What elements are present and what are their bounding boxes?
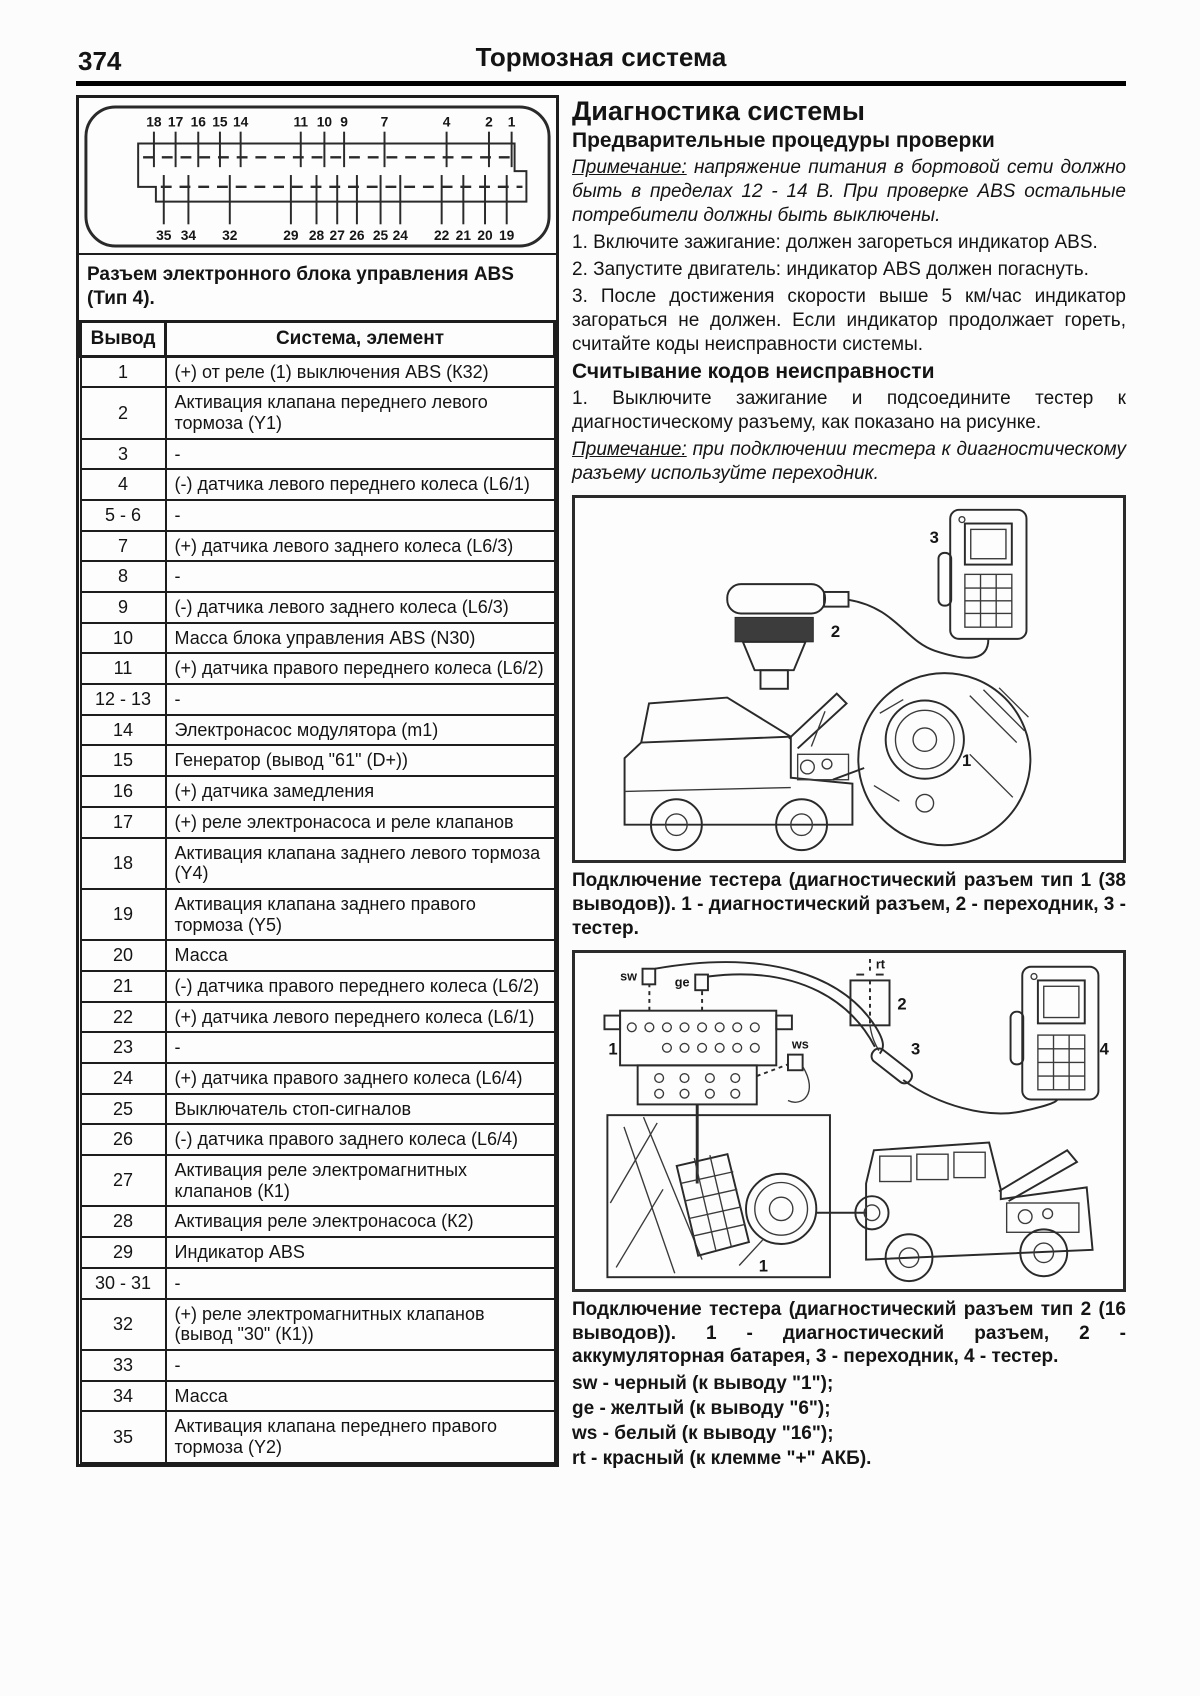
cable: [849, 600, 989, 658]
connector-caption: Разъем электронного блока управления ABS (Тип 4).: [87, 264, 514, 309]
pin-number-cell: 20: [81, 940, 166, 971]
pin-table: [79, 320, 556, 1464]
pin-number-cell: 25: [81, 1094, 166, 1125]
pin-table-row: [81, 356, 555, 387]
pin-number-label: 10: [316, 114, 333, 130]
fig2-caption: Подключение тестера (диагностический разъем тип 2 (16 выводов)). 1 - диагностический разъем, 2 - аккумуляторная батарея, 3 - переходник, 4 - тестер.: [572, 1298, 1126, 1368]
pin-number-label: 34: [180, 228, 197, 244]
ws-plug: [788, 1054, 803, 1070]
pin-system-cell: Выключатель стоп-сигналов: [166, 1094, 555, 1125]
pin-system-cell: (-) датчика правого заднего колеса (L6/4): [166, 1124, 555, 1155]
fig1-caption: Подключение тестера (диагностический разъем тип 1 (38 выводов)). 1 - диагностический разъем, 2 - переходник, 3 - тестер.: [572, 869, 1126, 939]
pin-number-label: 17: [167, 114, 184, 130]
pin-table-row: [81, 1124, 555, 1155]
pin-number-cell: 22: [81, 1002, 166, 1033]
figure-tester-type2-drawing: [579, 957, 1119, 1285]
pin-number-label: 7: [380, 114, 389, 130]
pin-number-cell: 11: [81, 653, 166, 684]
pin-table-row: [81, 1381, 555, 1412]
pin-number-cell: 10: [81, 623, 166, 654]
pin-number-cell: 1: [81, 356, 166, 387]
connector-drawing: [81, 101, 554, 253]
pin-number-label: 11: [293, 114, 309, 130]
pin-number-cell: 15: [81, 745, 166, 776]
pin-number-cell: 19: [81, 889, 166, 940]
pin-number-cell: 17: [81, 807, 166, 838]
pin-number-cell: 4: [81, 469, 166, 500]
pin-system-cell: Индикатор ABS: [166, 1237, 555, 1268]
pin-system-cell: Масса: [166, 1381, 555, 1412]
fig2-label-connector: 1: [608, 1039, 618, 1059]
pin-table-row: [81, 1206, 555, 1237]
ge-plug: [695, 974, 708, 990]
pin-number-label: 28: [308, 228, 325, 244]
pin-table-row: [81, 1299, 555, 1350]
pin-system-cell: (+) датчика левого переднего колеса (L6/1): [166, 1002, 555, 1033]
figure-tester-type1: [572, 495, 1126, 863]
pin-number-cell: 9: [81, 592, 166, 623]
wire-color-sw: sw - черный (к выводу "1");: [572, 1373, 834, 1395]
pin-table-row: [81, 838, 555, 889]
pin-system-cell: Электронасос модулятора (m1): [166, 715, 555, 746]
pin-number-label: 14: [232, 114, 249, 130]
pin-number-label: 4: [442, 114, 451, 130]
pin-system-cell: -: [166, 1350, 555, 1381]
pin-number-cell: 5 - 6: [81, 500, 166, 531]
pin-table-row: [81, 623, 555, 654]
sw-plug: [643, 968, 656, 984]
pin-table-row: [81, 387, 555, 438]
pin-system-cell: (+) датчика правого заднего колеса (L6/4): [166, 1063, 555, 1094]
content-columns: [76, 95, 1126, 1472]
pin-number-cell: 35: [81, 1411, 166, 1462]
pin-number-cell: 26: [81, 1124, 166, 1155]
pin-number-cell: 34: [81, 1381, 166, 1412]
pin-table-row: [81, 715, 555, 746]
note-label: Примечание:: [572, 157, 687, 179]
note-adapter: [572, 438, 1126, 486]
pin-number-cell: 7: [81, 531, 166, 562]
pin-system-cell: (+) датчика замедления: [166, 776, 555, 807]
pin-table-row: [81, 1268, 555, 1299]
pin-table-header-row: [81, 321, 555, 356]
pin-number-label: 24: [392, 228, 408, 244]
pin-system-cell: -: [166, 1268, 555, 1299]
section-title: Диагностика системы: [572, 96, 865, 126]
step-connect-tester: 1. Выключите зажигание и подсоедините тестер к диагностическому разъему, как показано на рисунке.: [572, 388, 1126, 433]
pin-system-cell: Масса блока управления ABS (N30): [166, 623, 555, 654]
pin-system-cell: -: [166, 500, 555, 531]
fig2-label-rt: rt: [875, 957, 886, 972]
pin-system-cell: -: [166, 439, 555, 470]
step-start-engine: 2. Запустите двигатель: индикатор ABS должен погаснуть.: [572, 259, 1089, 281]
pin-table-row: [81, 561, 555, 592]
pin-number-cell: 2: [81, 387, 166, 438]
fig2-label-inset-connector: 1: [758, 1255, 768, 1275]
pin-system-cell: (+) от реле (1) выключения ABS (К32): [166, 356, 555, 387]
adapter-sleeve-icon: [869, 1045, 915, 1085]
pin-table-row: [81, 889, 555, 940]
pin-number-label: 1: [507, 114, 516, 130]
pin-system-cell: -: [166, 684, 555, 715]
wire-color-ws: ws - белый (к выводу "16");: [572, 1423, 834, 1445]
pin-number-label: 9: [340, 114, 348, 130]
pin-system-cell: -: [166, 561, 555, 592]
note-text: при подключении тестера к диагностическому разъему используйте переходник.: [572, 438, 1126, 484]
connector-panel: [76, 95, 559, 1467]
pin-number-cell: 32: [81, 1299, 166, 1350]
pin-table-row: [81, 940, 555, 971]
pin-table-row: [81, 1063, 555, 1094]
figure-tester-type2: [572, 950, 1126, 1292]
tester-icon: [1011, 966, 1099, 1099]
diagnostic-connector-icon: [604, 1010, 791, 1104]
pin-number-cell: 27: [81, 1155, 166, 1206]
fig2-label-tester: 4: [1099, 1039, 1109, 1059]
pin-number-label: 20: [477, 228, 493, 244]
pin-table-row: [81, 684, 555, 715]
pin-table-row: [81, 1094, 555, 1125]
fig2-label-sw: sw: [620, 969, 638, 984]
car-open-hood-icon: [625, 693, 853, 849]
pin-number-cell: 24: [81, 1063, 166, 1094]
pin-table-row: [81, 1032, 555, 1063]
pin-number-label: 16: [190, 114, 206, 130]
step-ignition-on: 1. Включите зажигание: должен загореться индикатор ABS.: [572, 232, 1098, 254]
fig2-label-ws: ws: [791, 1037, 809, 1052]
pin-number-cell: 8: [81, 561, 166, 592]
pin-system-cell: Активация реле электромагнитных клапанов (К1): [166, 1155, 555, 1206]
pin-system-cell: (+) реле электронасоса и реле клапанов: [166, 807, 555, 838]
page-title: Тормозная система: [475, 42, 727, 72]
pin-system-cell: (-) датчика левого заднего колеса (L6/3): [166, 592, 555, 623]
subsection-reading-codes: Считывание кодов неисправности: [572, 359, 935, 383]
pin-number-cell: 29: [81, 1237, 166, 1268]
pin-table-row: [81, 745, 555, 776]
pin-number-label: 27: [329, 228, 345, 244]
pin-number-cell: 16: [81, 776, 166, 807]
fig2-label-adapter: 3: [910, 1039, 921, 1059]
pin-number-label: 22: [433, 228, 450, 244]
pin-number-cell: 3: [81, 439, 166, 470]
pin-number-cell: 12 - 13: [81, 684, 166, 715]
pin-col-header: Вывод: [81, 321, 166, 356]
pin-table-row: [81, 807, 555, 838]
pin-system-cell: Активация клапана переднего левого тормоза (Y1): [166, 387, 555, 438]
connector-detail-circle: [858, 673, 1030, 845]
pin-number-cell: 28: [81, 1206, 166, 1237]
car-open-hood-icon: [855, 1142, 1092, 1281]
system-col-header: Система, элемент: [166, 321, 555, 356]
step-speed-check: 3. После достижения скорости выше 5 км/час индикатор загораться не должен. Если индикатор продолжает гореть, считайте коды неисправности системы.: [572, 286, 1126, 355]
pin-system-cell: (+) датчика правого переднего колеса (L6/2): [166, 653, 555, 684]
pin-table-row: [81, 592, 555, 623]
pin-number-label: 15: [212, 114, 228, 130]
cable: [903, 1080, 1057, 1113]
fig1-label-connector: 1: [961, 750, 972, 770]
pin-system-cell: Активация клапана заднего левого тормоза (Y4): [166, 838, 555, 889]
figure-tester-type1-drawing: [579, 502, 1119, 856]
pin-number-label: 32: [222, 228, 238, 244]
pin-number-label: 29: [283, 228, 299, 244]
pin-table-row: [81, 1350, 555, 1381]
pin-system-cell: (-) датчика левого переднего колеса (L6/1): [166, 469, 555, 500]
pin-system-cell: -: [166, 1032, 555, 1063]
fig2-label-battery: 2: [897, 994, 907, 1014]
pin-table-row: [81, 500, 555, 531]
pin-system-cell: Генератор (вывод "61" (D+)): [166, 745, 555, 776]
ws-cable: [788, 1066, 809, 1102]
fig1-label-adapter: 2: [830, 621, 841, 641]
left-column: [76, 95, 559, 1467]
pin-table-row: [81, 469, 555, 500]
pin-table-row: [81, 971, 555, 1002]
pin-number-label: 18: [146, 114, 162, 130]
pin-table-row: [81, 653, 555, 684]
pin-number-label: 21: [455, 228, 472, 244]
page-header: [76, 42, 1126, 86]
pin-system-cell: (+) датчика левого заднего колеса (L6/3): [166, 531, 555, 562]
inset-connector-location: [607, 1115, 830, 1277]
pin-system-cell: (+) реле электромагнитных клапанов (вывод "30" (К1)): [166, 1299, 555, 1350]
pin-system-cell: Активация клапана заднего правого тормоза (Y5): [166, 889, 555, 940]
pin-table-row: [81, 531, 555, 562]
page-number: 374: [78, 46, 122, 76]
pin-number-label: 26: [349, 228, 365, 244]
subsection-preliminary-checks: Предварительные процедуры проверки: [572, 129, 995, 153]
pin-system-cell: (-) датчика правого переднего колеса (L6/2): [166, 971, 555, 1002]
pin-system-cell: Активация реле электронасоса (К2): [166, 1206, 555, 1237]
pin-table-row: [81, 439, 555, 470]
note-text: напряжение питания в бортовой сети должно быть в пределах 12 - 14 В. При проверке ABS остальные потребители должны быть выключены.: [572, 157, 1126, 227]
pin-number-label: 35: [156, 228, 172, 244]
pin-table-row: [81, 776, 555, 807]
pin-table-row: [81, 1411, 555, 1462]
pin-number-cell: 14: [81, 715, 166, 746]
pin-number-label: 2: [485, 114, 493, 130]
wire-color-rt: rt - красный (к клемме "+" АКБ).: [572, 1448, 872, 1470]
pin-number-cell: 21: [81, 971, 166, 1002]
note-voltage: [572, 156, 1126, 228]
right-column: [572, 95, 1126, 1472]
pin-number-label: 19: [499, 228, 515, 244]
pin-number-cell: 18: [81, 838, 166, 889]
pin-number-cell: 33: [81, 1350, 166, 1381]
pin-number-cell: 23: [81, 1032, 166, 1063]
fig1-label-tester: 3: [929, 527, 939, 547]
pin-table-row: [81, 1155, 555, 1206]
pin-table-row: [81, 1002, 555, 1033]
pin-number-cell: 30 - 31: [81, 1268, 166, 1299]
pin-system-cell: Активация клапана переднего правого тормоза (Y2): [166, 1411, 555, 1462]
abs-connector-diagram: [79, 98, 556, 255]
pin-table-row: [81, 1237, 555, 1268]
tester-icon: [938, 510, 1026, 639]
pin-system-cell: Масса: [166, 940, 555, 971]
pin-number-label: 25: [372, 228, 389, 244]
note-label: Примечание:: [572, 438, 687, 460]
fig2-label-ge: ge: [674, 974, 690, 989]
wire-color-ge: ge - желтый (к выводу "6");: [572, 1398, 831, 1420]
